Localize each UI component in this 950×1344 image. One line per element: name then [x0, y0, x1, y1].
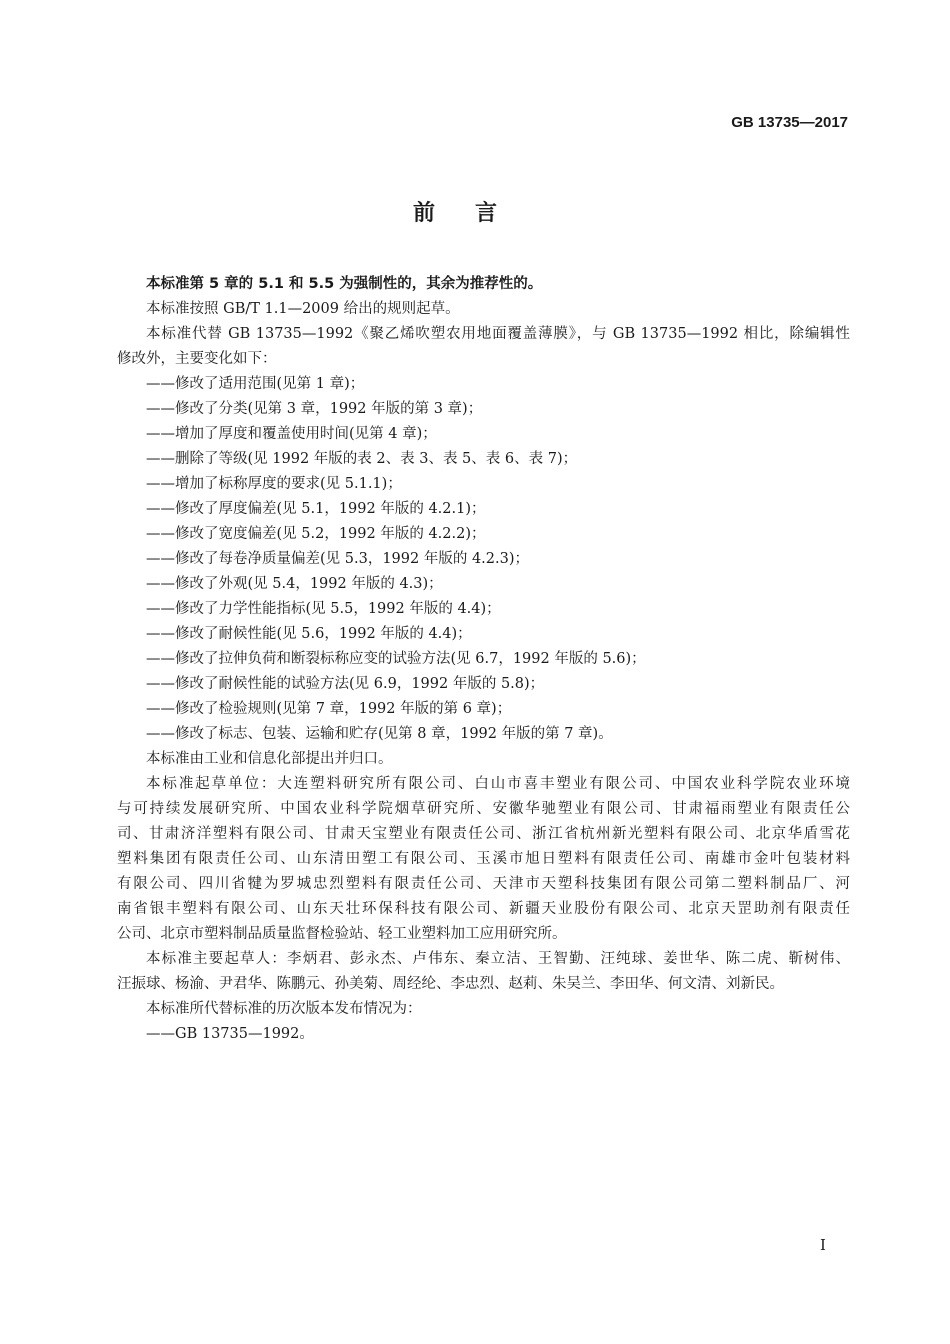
text-line: 有限公司、四川省犍为罗城忠烈塑料有限责任公司、天津市天塑科技集团有限公司第二塑料制品厂、河: [117, 876, 850, 892]
text-line: ——修改了标志、包装、运输和贮存(见第 8 章，1992 年版的第 7 章)。: [146, 726, 613, 742]
page-number: I: [820, 1236, 826, 1254]
text-line: ——修改了拉伸负荷和断裂标称应变的试验方法(见 6.7，1992 年版的 5.6)；: [146, 651, 646, 667]
standard-number: GB 13735—2017: [731, 114, 848, 131]
text-line: ——GB 13735—1992。: [146, 1026, 314, 1042]
text-line: 汪振球、杨渝、尹君华、陈鹏元、孙美菊、周经纶、李忠烈、赵莉、朱吴兰、李田华、何文清、刘新民。: [117, 976, 784, 992]
text-line: 本标准第 5 章的 5.1 和 5.5 为强制性的，其余为推荐性的。: [146, 276, 543, 292]
text-line: 南省银丰塑料有限公司、山东天壮环保科技有限公司、新疆天业股份有限公司、北京天罡助剂有限责任: [117, 901, 850, 917]
text-line: ——修改了分类(见第 3 章，1992 年版的第 3 章)；: [146, 401, 483, 417]
text-line: ——增加了厚度和覆盖使用时间(见第 4 章)；: [146, 426, 437, 442]
text-line: 司、甘肃济洋塑料有限公司、甘肃天宝塑业有限责任公司、浙江省杭州新光塑料有限公司、北京华盾雪花: [117, 826, 850, 842]
text-line: ——修改了耐候性能的试验方法(见 6.9，1992 年版的 5.8)；: [146, 676, 545, 692]
text-line: 本标准所代替标准的历次版本发布情况为：: [146, 1001, 422, 1017]
text-line: ——修改了力学性能指标(见 5.5，1992 年版的 4.4)；: [146, 601, 501, 617]
page-title: 前言: [412, 201, 537, 226]
text-line: 本标准按照 GB/T 1.1—2009 给出的规则起草。: [146, 301, 460, 317]
text-line: ——修改了每卷净质量偏差(见 5.3，1992 年版的 4.2.3)；: [146, 551, 529, 567]
text-line: 塑料集团有限责任公司、山东清田塑工有限公司、玉溪市旭日塑料有限责任公司、南雄市金叶包装材料: [117, 851, 850, 867]
text-line: ——修改了宽度偏差(见 5.2，1992 年版的 4.2.2)；: [146, 526, 486, 542]
text-line: ——删除了等级(见 1992 年版的表 2、表 3、表 5、表 6、表 7)；: [146, 451, 578, 467]
text-line: 本标准代替 GB 13735—1992《聚乙烯吹塑农用地面覆盖薄膜》，与 GB 13735—1992 相比，除编辑性: [146, 326, 850, 342]
text-line: ——修改了外观(见 5.4，1992 年版的 4.3)；: [146, 576, 443, 592]
text-line: ——修改了厚度偏差(见 5.1，1992 年版的 4.2.1)；: [146, 501, 486, 517]
text-line: ——修改了检验规则(见第 7 章，1992 年版的第 6 章)；: [146, 701, 512, 717]
text-line: 修改外，主要变化如下：: [117, 351, 277, 367]
text-line: ——修改了耐候性能(见 5.6，1992 年版的 4.4)；: [146, 626, 472, 642]
text-line: ——增加了标称厚度的要求(见 5.1.1)；: [146, 476, 402, 492]
text-line: 本标准由工业和信息化部提出并归口。: [146, 751, 393, 767]
text-line: 公司、北京市塑料制品质量监督检验站、轻工业塑料加工应用研究所。: [117, 926, 567, 942]
text-line: 本标准起草单位：大连塑料研究所有限公司、白山市喜丰塑业有限公司、中国农业科学院农业环境: [146, 776, 850, 792]
text-line: ——修改了适用范围(见第 1 章)；: [146, 376, 365, 392]
document-body: [117, 272, 850, 1047]
text-line: 与可持续发展研究所、中国农业科学院烟草研究所、安徽华驰塑业有限公司、甘肃福雨塑业有限责任公: [117, 801, 850, 817]
text-line: 本标准主要起草人：李炳君、彭永杰、卢伟东、秦立洁、王智勤、汪纯球、姜世华、陈二虎、靳树伟、: [146, 951, 850, 967]
